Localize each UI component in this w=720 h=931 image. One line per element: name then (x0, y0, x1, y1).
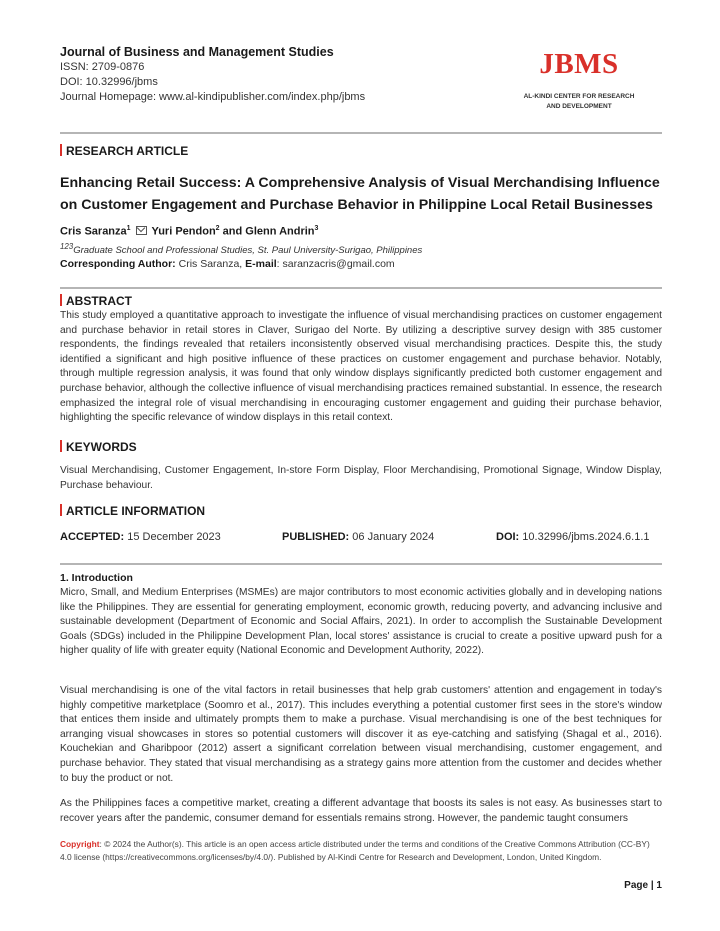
journal-homepage-link[interactable]: Journal Homepage: www.al-kindipublisher.com/index.php/jbms (60, 91, 366, 103)
published-value: 06 January 2024 (349, 531, 435, 543)
abstract-text: This study employed a quantitative approach to investigate the influence of visual merchandising practices on customer engagement and purchase behavior in retail stores in Claver, Surigao del Norte. By utilizing a descriptive survey design with 385 customer respondents, the findings revealed that retailers inconsistently observed visual merchandising practices. Despite this, the study identified a significant and high positive influence of these practices on customer engagement and purchase behavior. Notably, through multiple regression analysis, it was found that only window displays significantly predicted both customer engagement and purchase behavior, although the collective influence of visual merchandising practices remained substantial. In essence, the research emphasized the integral role of visual merchandising in encouraging customer engagement and guiding their purchase behavior, highlighting the specific relevance of window displays in this retail context. (60, 310, 662, 424)
copyright-label: Copyright (60, 839, 100, 849)
affiliation-sup: 123 (60, 242, 74, 251)
intro-paragraph: Visual merchandising is one of the vital factors in retail businesses that help grab customers' attention and engagement in today's highly competitive marketplace (Soomro et al., 2017). This includes everything a potential customer first sees in the store's window that entices them inside and ultimately prompts them to make a purchase. Visual merchandising is one of the best techniques for arranging visual showcases in stores so potential customers will discover it as eye-catching and satisfying (Shagal et al., 2016). Kouchekian and Gharibpoor (2012) assert a significant correlation between visual merchandising, customer engagement, and purchase behavior. They stated that visual merchandising as a strategy gains more attention from the customer and decides whether to buy the product or not. (60, 685, 662, 784)
journal-issn: ISSN: 2709-0876 (60, 61, 145, 73)
title-line-1: Enhancing Retail Success: A Comprehensive Analysis of Visual Merchandising Influence (60, 175, 660, 191)
accepted-value: 15 December 2023 (124, 531, 221, 543)
keywords-heading (60, 440, 137, 454)
author-name: Cris Saranza (60, 225, 127, 238)
copyright-notice (60, 838, 662, 865)
abstract-heading-label: ABSTRACT (66, 294, 132, 308)
author-list (60, 225, 318, 238)
red-accent-bar (60, 440, 62, 452)
page-number: Page | 1 (624, 880, 662, 891)
title-line-2: on Customer Engagement and Purchase Behavior in Philippine Local Retail Businesses (60, 197, 653, 213)
author-name: Yuri Pendon (151, 225, 216, 238)
affiliation (60, 242, 422, 256)
email-label: E-mail (245, 258, 277, 270)
intro-divider (60, 563, 662, 565)
introduction-heading: 1. Introduction (60, 572, 133, 584)
article-info-heading (60, 504, 205, 518)
logo-subtitle (514, 92, 644, 112)
email-address-link[interactable]: : saranzacris@gmail.com (276, 258, 395, 270)
article-type-label: RESEARCH ARTICLE (66, 144, 189, 158)
affiliation-text: Graduate School and Professional Studies, St. Paul University-Surigao, Philippines (73, 245, 423, 257)
keywords-text: Visual Merchandising, Customer Engagement, In-store Form Display, Floor Merchandising, Promotional Signage, Window Display, Purchase behaviour. (60, 465, 662, 491)
published-label: PUBLISHED: (282, 531, 350, 543)
accepted-date (60, 531, 221, 543)
intro-paragraph: Micro, Small, and Medium Enterprises (MSMEs) are major contributors to most economic activities globally and in developing nations like the Philippines. They are essential for generating employment, economic growth, reducing poverty, and advancing inclusive and sustainable development (Department of Economic and Social Affairs, 2021). In order to accomplish the Sustainable Development Goals (SDGs) included in the Philippine Development Plan, local stores' assistance is crucial to create a positive upward push for a higher quality of life with greater equity (National Economic and Development Authority, 2022). (60, 587, 662, 657)
article-doi (496, 531, 650, 543)
logo-subtitle-line1: AL-KINDI CENTER FOR RESEARCH (523, 93, 635, 100)
abstract-heading (60, 294, 132, 308)
published-date (282, 531, 434, 543)
journal-header (60, 44, 662, 124)
copyright-text: : © 2024 the Author(s). This article is an open access article distributed under the terms and conditions of the Creative Commons Attribution (CC-BY) 4.0 license (https://creativecommons.org/licenses/by/4.0/). Published by Al-Kindi Centre for Research and Development, London, United Kingdom. (60, 839, 650, 863)
journal-doi: DOI: 10.32996/jbms (60, 76, 158, 88)
doi-label: DOI: (496, 531, 520, 543)
intro-paragraph: As the Philippines faces a competitive market, creating a different advantage that boosts its sales is not easy. As businesses start to recover years after the pandemic, consumer demand for essentials remains strong. However, the pandemic taught consumers (60, 798, 662, 824)
logo-mark: JBMS (539, 48, 619, 80)
journal-title: Journal of Business and Management Studies (60, 45, 334, 59)
article-title (60, 172, 662, 216)
email-envelope-icon[interactable] (136, 226, 147, 235)
author-sup: 2 (215, 225, 220, 232)
article-info-heading-label: ARTICLE INFORMATION (66, 504, 206, 518)
authors-and: and (222, 225, 243, 238)
author-sup: 1 (126, 225, 131, 232)
abstract-divider (60, 287, 662, 289)
article-type-heading (60, 144, 188, 158)
corresponding-label: Corresponding Author: (60, 258, 176, 270)
red-accent-bar (60, 294, 62, 306)
corresponding-name: Cris Saranza, (178, 258, 243, 270)
author-name: Glenn Andrin (245, 225, 315, 238)
keywords-heading-label: KEYWORDS (66, 440, 137, 454)
logo-subtitle-line2: AND DEVELOPMENT (546, 103, 612, 110)
header-divider (60, 132, 662, 134)
author-sup: 3 (314, 225, 319, 232)
red-accent-bar (60, 504, 62, 516)
accepted-label: ACCEPTED: (60, 531, 125, 543)
jbms-logo (514, 48, 644, 112)
red-accent-bar (60, 144, 62, 156)
corresponding-author (60, 258, 395, 270)
doi-value-link[interactable]: 10.32996/jbms.2024.6.1.1 (519, 531, 650, 543)
